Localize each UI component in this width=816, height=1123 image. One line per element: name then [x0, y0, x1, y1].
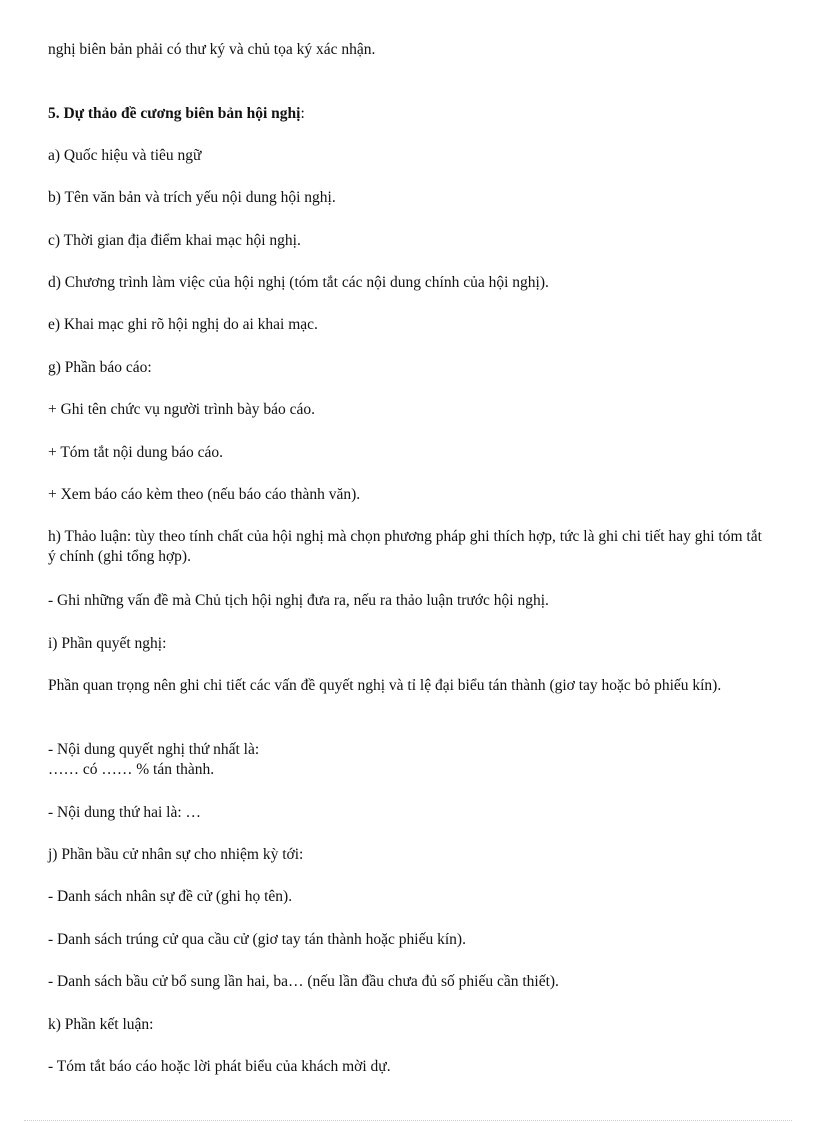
election-elected: - Danh sách trúng cử qua cầu cử (giơ tay tán thành hoặc phiếu kín). — [48, 931, 466, 948]
list-item-b: b) Tên văn bản và trích yếu nội dung hội nghị. — [48, 189, 336, 206]
resolution-paragraph: Phần quan trọng nên ghi chi tiết các vấn đề quyết nghị và tỉ lệ đại biểu tán thành (giơ tay hoặc bỏ phiếu kín). — [48, 677, 722, 694]
sub-item-report-attached: + Xem báo cáo kèm theo (nếu báo cáo thành văn). — [48, 486, 361, 503]
list-item-a: a) Quốc hiệu và tiêu ngữ — [48, 147, 202, 164]
resolution-first-label: - Nội dung quyết nghị thứ nhất là: — [48, 741, 260, 758]
list-item-h: h) Thảo luận: tùy theo tính chất của hội nghị mà chọn phương pháp ghi thích hợp, tức là ghi chi tiết hay ghi tóm tắt ý chính (ghi tổng hợp). — [48, 528, 762, 565]
resolution-first-ratio: …… có …… % tán thành. — [48, 761, 215, 778]
list-item-i: i) Phần quyết nghị: — [48, 635, 167, 652]
election-supplementary: - Danh sách bầu cử bổ sung lần hai, ba… (nếu lần đầu chưa đủ số phiếu cần thiết). — [48, 973, 559, 990]
discussion-note: - Ghi những vấn đề mà Chủ tịch hội nghị đưa ra, nếu ra thảo luận trước hội nghị. — [48, 592, 549, 609]
resolution-second: - Nội dung thứ hai là: … — [48, 804, 202, 821]
list-item-e: e) Khai mạc ghi rõ hội nghị do ai khai mạc. — [48, 316, 318, 333]
election-nominees: - Danh sách nhân sự đề cử (ghi họ tên). — [48, 888, 293, 905]
section-heading-colon: : — [300, 105, 305, 122]
resolution-first — [48, 740, 770, 780]
conclusion-summary: - Tóm tắt báo cáo hoặc lời phát biểu của khách mời dự. — [48, 1058, 391, 1075]
list-item-k: k) Phần kết luận: — [48, 1016, 154, 1033]
sub-item-report-summary: + Tóm tắt nội dung báo cáo. — [48, 444, 224, 461]
paragraph-continuation: nghị biên bản phải có thư ký và chủ tọa ký xác nhận. — [48, 41, 376, 58]
list-item-c: c) Thời gian địa điểm khai mạc hội nghị. — [48, 232, 301, 249]
list-item-d: d) Chương trình làm việc của hội nghị (tóm tắt các nội dung chính của hội nghị). — [48, 274, 549, 291]
list-item-j: j) Phần bầu cử nhân sự cho nhiệm kỳ tới: — [48, 846, 304, 863]
list-item-g: g) Phần báo cáo: — [48, 359, 152, 376]
sub-item-report-presenter: + Ghi tên chức vụ người trình bày báo cáo. — [48, 401, 316, 418]
page-bottom-divider — [24, 1120, 792, 1121]
section-heading — [48, 104, 770, 124]
section-heading-text: 5. Dự thảo đề cương biên bản hội nghị — [48, 105, 301, 122]
